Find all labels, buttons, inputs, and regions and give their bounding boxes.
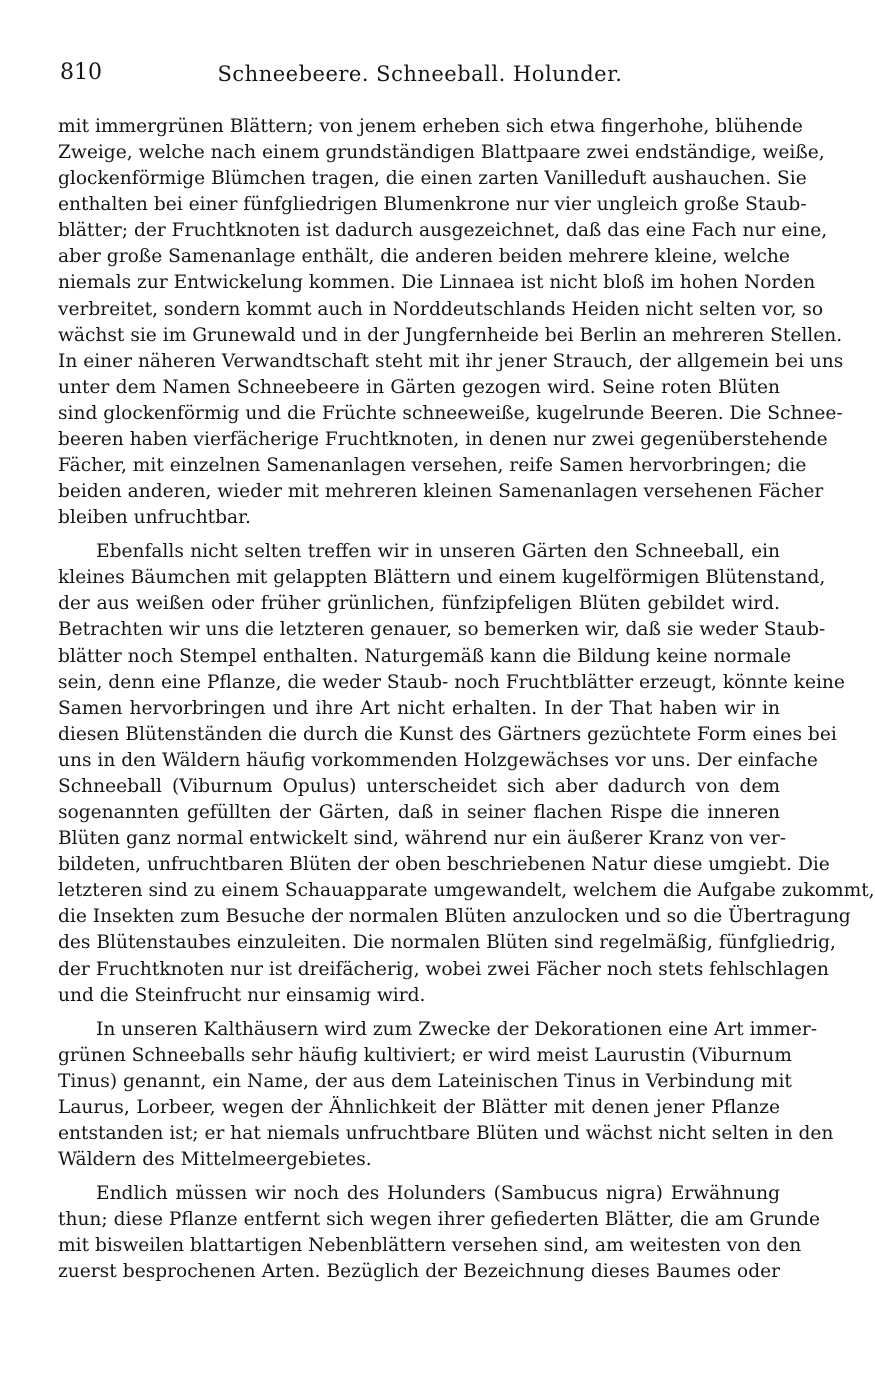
text-line: die Insekten zum Besuche der normalen Blüten anzulocken und so die Übertragung	[58, 906, 851, 928]
paragraph	[58, 539, 875, 1008]
text-line: Samen hervorbringen und ihre Art nicht erhalten. In der That haben wir in	[58, 697, 780, 719]
text-line: Laurus, Lorbeer, wegen der Ähnlichkeit der Blätter mit denen jener Pflanze	[58, 1096, 780, 1118]
text-line: In einer näheren Verwandtschaft steht mit ihr jener Strauch, der allgemein bei uns	[58, 350, 844, 372]
paragraph-gap	[58, 531, 780, 539]
text-line: beeren haben vierfächerige Fruchtknoten, in denen nur zwei gegenüberstehende	[58, 428, 828, 450]
text-line: verbreitet, sondern kommt auch in Norddeutschlands Heiden nicht selten vor, so	[58, 298, 824, 320]
text-line: blätter noch Stempel enthalten. Naturgemäß kann die Bildung keine normale	[58, 645, 792, 667]
text-line: Blüten ganz normal entwickelt sind, während nur ein äußerer Kranz von ver-	[58, 828, 786, 850]
paragraph-gap	[58, 1009, 780, 1017]
text-line: bleiben unfruchtbar.	[58, 507, 251, 529]
text-line: mit immergrünen Blättern; von jenem erheben sich etwa fingerhohe, blühende	[58, 116, 803, 137]
body-text	[58, 114, 875, 1285]
text-line: Ebenfalls nicht selten treffen wir in unseren Gärten den Schneeball, ein	[96, 541, 780, 563]
text-line: uns in den Wäldern häufig vorkommenden Holzgewächses vor uns. Der einfache	[58, 749, 818, 771]
text-line: Fächer, mit einzelnen Samenanlagen versehen, reife Samen hervorbringen; die	[58, 455, 807, 477]
text-line: des Blütenstaubes einzuleiten. Die normalen Blüten sind regelmäßig, fünfgliedrig,	[58, 932, 836, 954]
text-line: sind glockenförmig und die Früchte schneeweiße, kugelrunde Beeren. Die Schnee-	[58, 402, 843, 424]
text-line: unter dem Namen Schneebeere in Gärten gezogen wird. Seine roten Blüten	[58, 376, 780, 398]
text-line: sogenannten gefüllten der Gärten, daß in seiner flachen Rispe die inneren	[58, 802, 780, 824]
text-line: Wäldern des Mittelmeergebietes.	[58, 1149, 372, 1171]
text-line: wächst sie im Grunewald und in der Jungfernheide bei Berlin an mehreren Stellen.	[58, 324, 843, 346]
text-line: und die Steinfrucht nur einsamig wird.	[58, 984, 426, 1006]
text-line: aber große Samenanlage enthält, die anderen beiden mehrere kleine, welche	[58, 246, 790, 268]
paragraph	[58, 114, 844, 531]
text-line: diesen Blütenständen die durch die Kunst des Gärtners gezüchtete Form eines bei	[58, 723, 837, 745]
text-line: blätter; der Fruchtknoten ist dadurch ausgezeichnet, daß das eine Fach nur eine,	[58, 220, 828, 242]
page-header	[60, 60, 780, 90]
text-line: niemals zur Entwickelung kommen. Die Linnaea ist nicht bloß im hohen Norden	[58, 272, 816, 294]
text-line: Betrachten wir uns die letzteren genauer, so bemerken wir, daß sie weder Staub-	[58, 619, 826, 641]
text-line: beiden anderen, wieder mit mehreren kleinen Samenanlagen versehenen Fächer	[58, 481, 824, 503]
paragraph	[58, 1017, 834, 1173]
text-line: glockenförmige Blümchen tragen, die einen zarten Vanilleduft aushauchen. Sie	[58, 168, 807, 190]
text-line: entstanden ist; er hat niemals unfruchtbare Blüten und wächst nicht selten in den	[58, 1122, 834, 1144]
text-line: der Fruchtknoten nur ist dreifächerig, wobei zwei Fächer noch stets fehlschlagen	[58, 958, 829, 980]
running-title: Schneebeere. Schneeball. Holunder.	[217, 62, 623, 86]
text-line: mit bisweilen blattartigen Nebenblättern versehen sind, am weitesten von den	[58, 1235, 802, 1257]
text-line: sein, denn eine Pflanze, die weder Staub- noch Fruchtblätter erzeugt, könnte keine	[58, 671, 845, 693]
paragraph	[58, 1181, 821, 1285]
text-line: Zweige, welche nach einem grundständigen Blattpaare zwei endständige, weiße,	[58, 142, 825, 164]
text-line: der aus weißen oder früher grünlichen, fünfzipfeligen Blüten gebildet wird.	[58, 593, 780, 615]
text-line: letzteren sind zu einem Schauapparate umgewandelt, welchem die Aufgabe zukommt,	[58, 880, 875, 902]
text-line: kleines Bäumchen mit gelappten Blättern und einem kugelförmigen Blütenstand,	[58, 567, 826, 589]
paragraph-gap	[58, 1173, 780, 1181]
text-line: grünen Schneeballs sehr häufig kultiviert; er wird meist Laurustin (Viburnum	[58, 1044, 792, 1066]
text-line: Schneeball (Viburnum Opulus) unterscheidet sich aber dadurch von dem	[58, 775, 780, 797]
text-line: In unseren Kalthäusern wird zum Zwecke der Dekorationen eine Art immer-	[96, 1018, 818, 1040]
text-line: bildeten, unfruchtbaren Blüten der oben beschriebenen Natur diese umgiebt. Die	[58, 854, 830, 876]
page-number: 810	[60, 60, 102, 85]
text-line: enthalten bei einer fünfgliedrigen Blumenkrone nur vier ungleich große Staub-	[58, 194, 807, 216]
text-line: Tinus) genannt, ein Name, der aus dem Lateinischen Tinus in Verbindung mit	[58, 1070, 792, 1092]
text-line: zuerst besprochenen Arten. Bezüglich der Bezeichnung dieses Baumes oder	[58, 1261, 780, 1283]
text-line: Endlich müssen wir noch des Holunders (Sambucus nigra) Erwähnung	[96, 1183, 780, 1205]
text-line: thun; diese Pflanze entfernt sich wegen ihrer gefiederten Blätter, die am Grunde	[58, 1209, 821, 1231]
